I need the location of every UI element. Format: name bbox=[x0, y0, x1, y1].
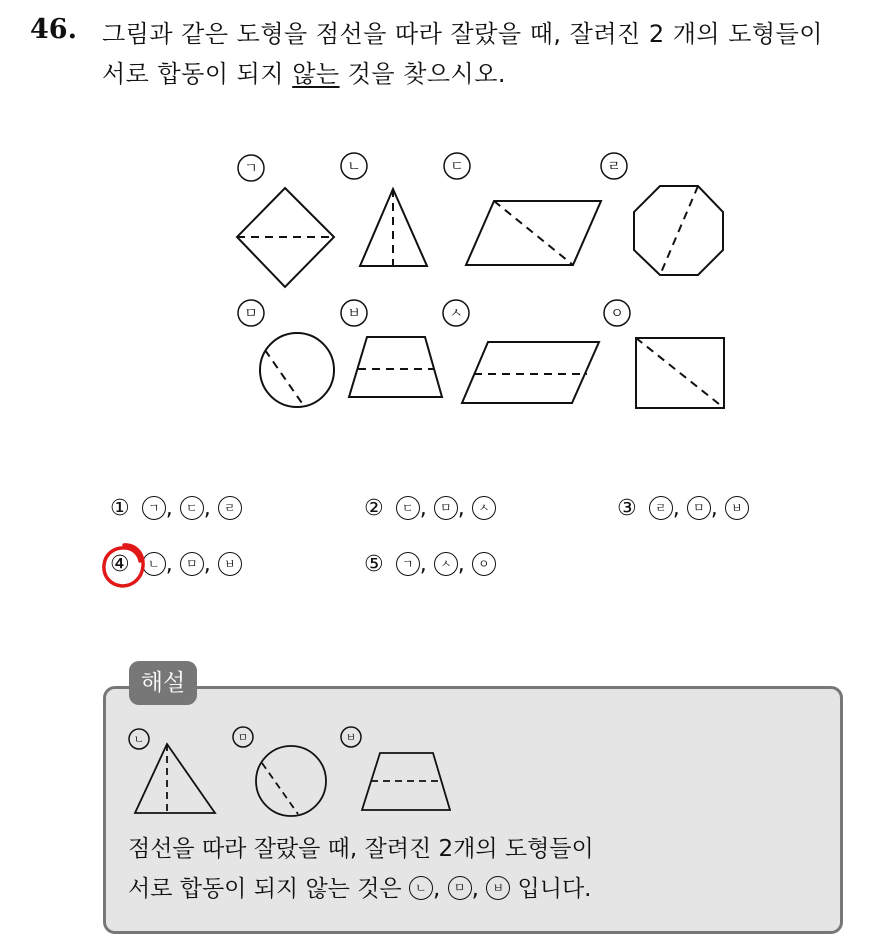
choice-5-item-3: ㅇ bbox=[472, 552, 496, 576]
label-ga: ㄱ bbox=[244, 161, 258, 177]
choice-2-item-1: ㄷ bbox=[396, 496, 420, 520]
choice-5-number: ⑤ bbox=[364, 552, 384, 577]
choice-3[interactable]: ③ ㄹ , ㅁ , ㅂ bbox=[617, 496, 749, 521]
choice-4-item-3: ㅂ bbox=[218, 552, 242, 576]
choice-1-number: ① bbox=[110, 496, 130, 521]
explanation-line-2: 서로 합동이 되지 않는 것은 ㄴ , ㅁ , ㅂ 입니다. bbox=[128, 876, 592, 902]
choice-4[interactable]: ④ ㄴ , ㅁ , ㅂ bbox=[110, 552, 242, 577]
choice-4-item-1: ㄴ bbox=[142, 552, 166, 576]
choice-1[interactable]: ① ㄱ , ㄷ , ㄹ bbox=[110, 496, 242, 521]
choice-4-number: ④ bbox=[110, 552, 130, 577]
choice-2-item-3: ㅅ bbox=[472, 496, 496, 520]
label-sa: ㅅ bbox=[449, 306, 463, 322]
choice-5[interactable]: ⑤ ㄱ , ㅅ , ㅇ bbox=[364, 552, 496, 577]
explanation-item-2: ㅁ bbox=[448, 876, 472, 900]
question-line-2-end: 것을 찾으시오. bbox=[339, 60, 507, 88]
expl-triangle bbox=[135, 744, 215, 813]
expl-label-ma: ㅁ bbox=[237, 731, 249, 744]
explanation-item-1: ㄴ bbox=[409, 876, 433, 900]
choice-1-item-1: ㄱ bbox=[142, 496, 166, 520]
choice-2-number: ② bbox=[364, 496, 384, 521]
choice-3-item-3: ㅂ bbox=[725, 496, 749, 520]
choice-4-item-2: ㅁ bbox=[180, 552, 204, 576]
label-ra: ㄹ bbox=[607, 159, 621, 175]
explanation-line-2-end: 입니다. bbox=[510, 876, 592, 902]
label-da: ㄷ bbox=[450, 159, 464, 175]
choice-2-item-2: ㅁ bbox=[434, 496, 458, 520]
choice-5-item-2: ㅅ bbox=[434, 552, 458, 576]
explanation-item-3: ㅂ bbox=[486, 876, 510, 900]
label-ma: ㅁ bbox=[244, 306, 258, 322]
label-na: ㄴ bbox=[347, 159, 361, 175]
expl-label-ba: ㅂ bbox=[345, 731, 357, 744]
question-line-2-start: 서로 합동이 되지 bbox=[102, 60, 293, 88]
label-a: ㅇ bbox=[610, 306, 624, 322]
explanation-line-2-start: 서로 합동이 되지 않는 것은 bbox=[128, 876, 409, 902]
underlined-word: 않는 bbox=[292, 60, 340, 88]
question-line-1: 그림과 같은 도형을 점선을 따라 잘랐을 때, 잘려진 2 개의 도형들이 bbox=[102, 20, 823, 48]
question-number: 46. bbox=[30, 14, 77, 45]
choice-3-item-1: ㄹ bbox=[649, 496, 673, 520]
label-ba: ㅂ bbox=[347, 306, 361, 322]
choice-1-item-3: ㄹ bbox=[218, 496, 242, 520]
choice-2[interactable]: ② ㄷ , ㅁ , ㅅ bbox=[364, 496, 496, 521]
choice-3-number: ③ bbox=[617, 496, 637, 521]
choice-5-item-1: ㄱ bbox=[396, 552, 420, 576]
choice-1-item-2: ㄷ bbox=[180, 496, 204, 520]
choice-3-item-2: ㅁ bbox=[687, 496, 711, 520]
explanation-line-1: 점선을 따라 잘랐을 때, 잘려진 2개의 도형들이 bbox=[128, 836, 594, 862]
explanation-tag: 해설 bbox=[129, 661, 197, 705]
expl-label-na: ㄴ bbox=[133, 733, 145, 746]
